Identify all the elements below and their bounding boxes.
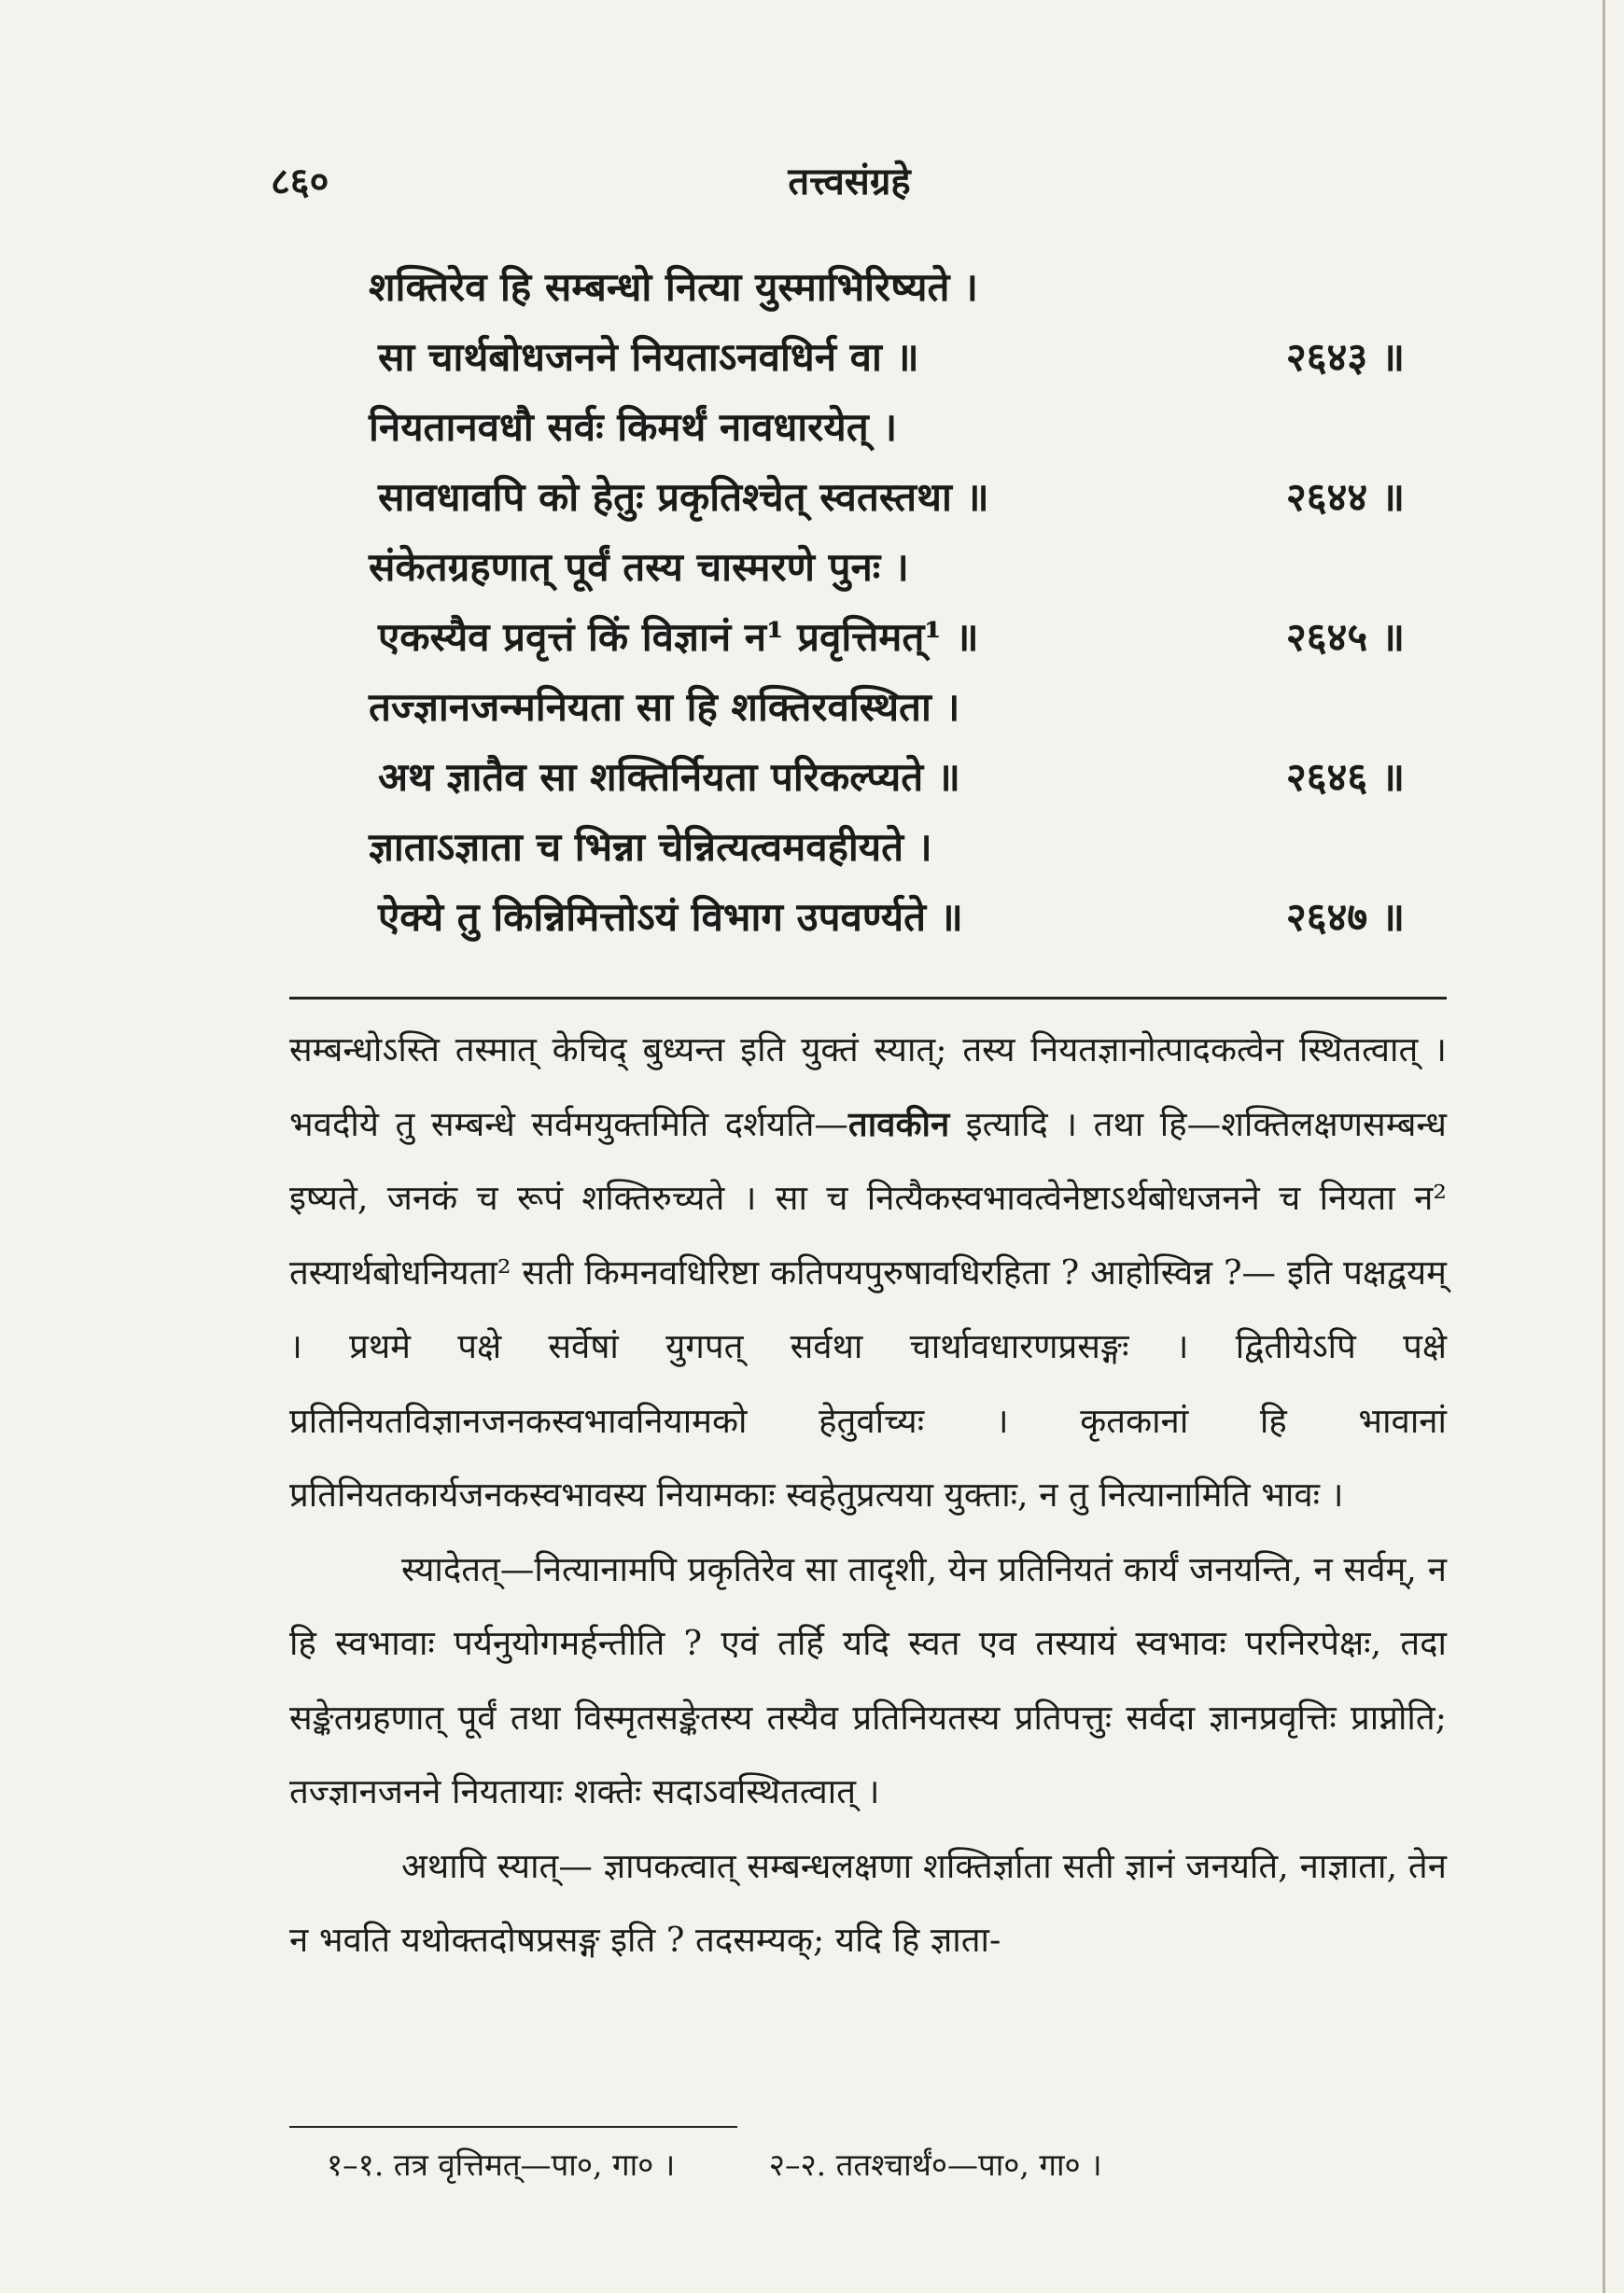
verse-line — [369, 532, 1442, 602]
footnotes — [327, 2137, 1447, 2193]
running-title: तत्त्वसंग्रहे — [788, 160, 911, 203]
verse-text: अथ ज्ञातैव सा शक्तिर्नियता परिकल्प्यते ॥ — [378, 754, 960, 800]
verse-line — [369, 392, 1442, 462]
verse-line — [369, 462, 1442, 532]
verse-line — [369, 252, 1442, 322]
commentary-text: सम्बन्धोऽस्ति तस्मात् केचिद् बुध्यन्त इति युक्तं स्यात्; तस्य नियतज्ञानोत्पादकत्वेन स्थितत्वात् । भवदीये तु सम्बन्धे सर्वमयुक्तमिति दर्शयति— — [289, 1029, 1447, 1144]
commentary-paragraph: स्यादेतत्—नित्यानामपि प्रकृतिरेव सा तादृशी, येन प्रतिनियतं कार्यं जनयन्ति, न सर्वम्, न हि स्वभावाः पर्यनुयोगमर्हन्तीति ? एवं तर्हि यदि स्वत एव तस्यायं स्वभावः परनिरपेक्षः, तदा सङ्केतग्रहणात् पूर्वं तथा विस्मृतसङ्केतस्य तस्यैव प्रतिनियतस्य प्रतिपत्तुः सर्वदा ज्ञानप्रवृत्तिः प्राप्नोति; तज्ज्ञानजनने नियतायाः शक्तेः सदाऽवस्थितत्वात् । — [289, 1548, 1447, 1811]
verse-text: सा चार्थबोधजनने नियताऽनवधिर्न वा ॥ — [378, 334, 919, 380]
footnote: २–२. ततश्चार्थं०—पा०, गा० । — [768, 2146, 1102, 2183]
verse-line — [369, 882, 1442, 952]
verse-commentary-divider — [289, 997, 1447, 1000]
verse-text: तज्ज्ञानजन्मनियता सा हि शक्तिरवस्थिता । — [369, 684, 960, 730]
verse-text: नियतानवधौ सर्वः किमर्थं नावधारयेत् । — [369, 404, 898, 450]
verse-block — [369, 252, 1442, 952]
page-edge-shadow — [1603, 0, 1605, 2293]
footnote: १–१. तत्र वृत्तिमत्—पा०, गा० । — [327, 2146, 676, 2183]
page-number: ८६० — [271, 160, 329, 203]
commentary-paragraph — [289, 1013, 1447, 1532]
verse-number: २६४७ ॥ — [1285, 894, 1405, 940]
verse-line — [369, 672, 1442, 742]
verse-text: शक्तिरेव हि सम्बन्धो नित्या युस्माभिरिष्यते । — [369, 264, 978, 310]
commentary-paragraph: अथापि स्यात्— ज्ञापकत्वात् सम्बन्धलक्षणा शक्तिर्ज्ञाता सती ज्ञानं जनयति, नाज्ञाता, तेन न भवति यथोक्तदोषप्रसङ्ग इति ? तदसम्यक्; यदि हि ज्ञाता- — [289, 1845, 1447, 1960]
commentary-keyword: तावकीन — [847, 1103, 950, 1144]
verse-text: सावधावपि को हेतुः प्रकृतिश्चेत् स्वतस्तथा ॥ — [378, 474, 989, 520]
verse-line — [369, 742, 1442, 812]
verse-text: ऐक्ये तु किन्निमित्तोऽयं विभाग उपवर्ण्यते ॥ — [378, 894, 963, 940]
commentary-text: इत्यादि । तथा हि—शक्तिलक्षणसम्बन्ध इष्यते, जनकं च रूपं शक्तिरुच्यते । सा च नित्यैकस्वभावत्वेनेष्टाऽर्थबोधजनने च नियता न² तस्यार्थबोधनियता² सती किमनवधिरिष्टा कतिपयपुरुषावधिरहिता ? आहोस्विन्न ?— इति पक्षद्वयम् । प्रथमे पक्षे सर्वेषां युगपत् सर्वथा चार्थावधारणप्रसङ्गः । द्वितीयेऽपि पक्षे प्रतिनियतविज्ञानजनकस्वभावनियामको हेतुर्वाच्यः । कृतकानां हि भावानां प्रतिनियतकार्यजनकस्वभावस्य नियामकाः स्वहेतुप्रत्यया युक्ताः, न तु नित्यानामिति भावः । — [289, 1103, 1447, 1515]
verse-line — [369, 602, 1442, 672]
verse-text: संकेतग्रहणात् पूर्वं तस्य चास्मरणे पुनः । — [369, 544, 909, 590]
footnote-divider — [289, 2126, 737, 2128]
verse-number: २६४६ ॥ — [1285, 754, 1405, 800]
verse-number: २६४४ ॥ — [1285, 474, 1405, 520]
verse-text: ज्ञाताऽज्ञाता च भिन्ना चेन्नित्यत्वमवहीयते । — [369, 824, 932, 870]
verse-line — [369, 322, 1442, 392]
verse-number: २६४५ ॥ — [1285, 614, 1405, 660]
verse-number: २६४३ ॥ — [1285, 334, 1405, 380]
verse-line — [369, 812, 1442, 882]
commentary-block — [289, 1013, 1447, 1978]
page-header — [271, 154, 1428, 210]
verse-text: एकस्यैव प्रवृत्तं किं विज्ञानं न¹ प्रवृत्तिमत्¹ ॥ — [378, 614, 979, 660]
